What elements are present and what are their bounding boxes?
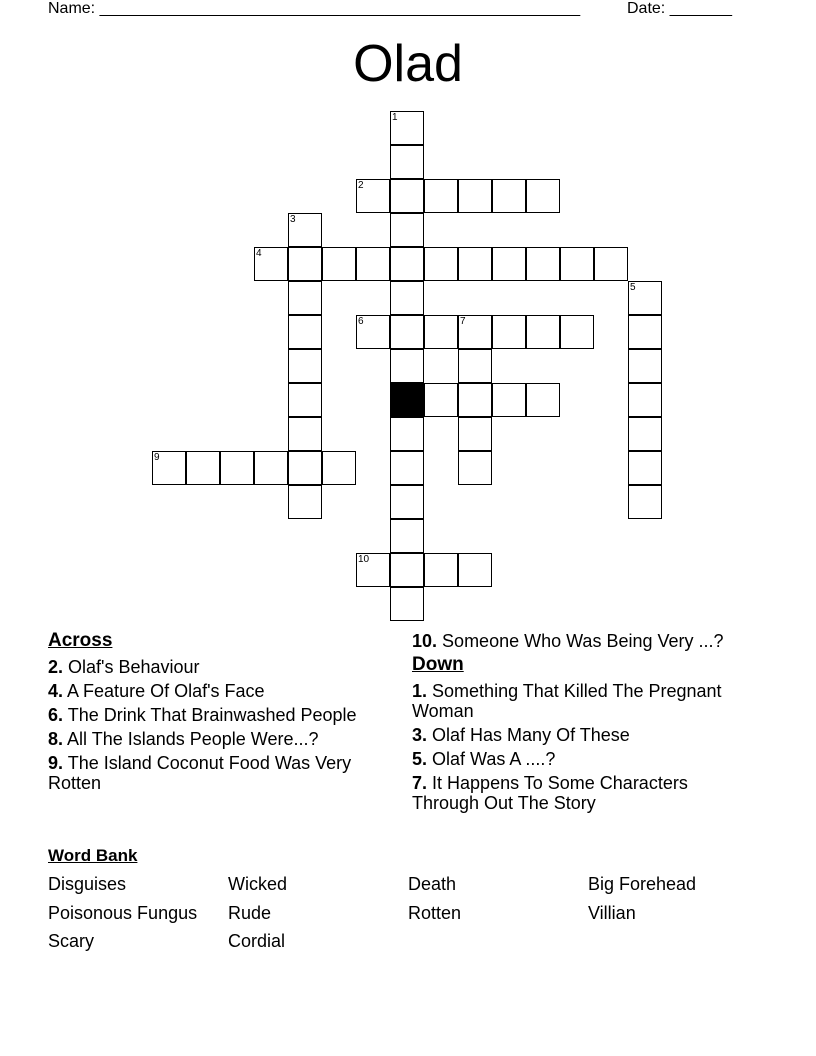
grid-cell[interactable] <box>526 315 560 349</box>
grid-cell[interactable] <box>390 587 424 621</box>
grid-cell[interactable] <box>288 315 322 349</box>
grid-cell[interactable] <box>458 553 492 587</box>
grid-cell[interactable] <box>628 485 662 519</box>
grid-cell[interactable] <box>356 247 390 281</box>
grid-cell[interactable] <box>390 145 424 179</box>
grid-cell[interactable] <box>458 383 492 417</box>
clue-down-3: 3. Olaf Has Many Of These <box>412 725 630 745</box>
clue-down-1: 1. Something That Killed The Pregnant Woman <box>412 681 722 721</box>
word-bank-word: Rotten <box>408 903 462 923</box>
clue-number: 3 <box>290 214 296 225</box>
word-bank-word: Wicked <box>228 874 288 894</box>
down-heading: Down <box>412 654 464 675</box>
grid-cell[interactable] <box>628 349 662 383</box>
grid-cell[interactable] <box>492 383 526 417</box>
grid-cell[interactable] <box>288 485 322 519</box>
grid-cell[interactable] <box>288 383 322 417</box>
grid-cell[interactable] <box>390 315 424 349</box>
clue-across-9: 9. The Island Coconut Food Was Very Rotten <box>48 753 352 793</box>
name-field-label: Name: ______________________________________________________ <box>48 0 581 17</box>
grid-cell[interactable] <box>390 213 424 247</box>
word-bank-word: Villian <box>588 903 636 923</box>
grid-cell[interactable] <box>288 451 322 485</box>
date-field-label: Date: _______ <box>627 0 732 17</box>
grid-cell[interactable] <box>390 451 424 485</box>
word-bank-word: Death <box>408 874 457 894</box>
grid-cell[interactable] <box>390 247 424 281</box>
grid-cell[interactable] <box>526 247 560 281</box>
grid-cell[interactable] <box>390 485 424 519</box>
clue-number: 2 <box>358 180 364 191</box>
clue-number: 7 <box>460 316 466 327</box>
word-bank-word: Big Forehead <box>588 874 697 894</box>
grid-cell[interactable] <box>526 383 560 417</box>
grid-cell[interactable] <box>254 451 288 485</box>
grid-cell[interactable] <box>492 315 526 349</box>
grid-cell[interactable] <box>424 247 458 281</box>
grid-cell[interactable] <box>458 179 492 213</box>
grid-cell[interactable] <box>458 451 492 485</box>
word-bank-word: Disguises <box>48 874 127 894</box>
clue-down-5: 5. Olaf Was A ....? <box>412 749 556 769</box>
grid-cell[interactable] <box>288 349 322 383</box>
grid-cell[interactable] <box>458 417 492 451</box>
clues-left-column <box>48 631 368 797</box>
word-bank-word: Rude <box>228 903 272 923</box>
page-title: Olad <box>353 35 463 93</box>
clue-number: 5 <box>630 282 636 293</box>
grid-cell[interactable] <box>458 247 492 281</box>
grid-cell[interactable] <box>560 315 594 349</box>
grid-cell[interactable] <box>424 315 458 349</box>
grid-cell[interactable] <box>492 179 526 213</box>
across-heading: Across <box>48 630 113 651</box>
word-bank-word: Cordial <box>228 931 286 951</box>
clues-right-column <box>412 631 732 817</box>
clue-down-7: 7. It Happens To Some Characters Through Out The Story <box>412 773 688 813</box>
grid-cell[interactable] <box>526 179 560 213</box>
clue-across-10: 10. Someone Who Was Being Very ...? <box>412 631 724 651</box>
grid-cell[interactable] <box>628 451 662 485</box>
grid-cell[interactable] <box>390 179 424 213</box>
clue-number: 1 <box>392 112 398 123</box>
grid-cell[interactable] <box>594 247 628 281</box>
grid-cell[interactable] <box>322 247 356 281</box>
grid-cell[interactable] <box>458 349 492 383</box>
clue-number: 4 <box>256 248 262 259</box>
grid-cell[interactable] <box>424 383 458 417</box>
clue-number: 6 <box>358 316 364 327</box>
clue-across-2: 2. Olaf's Behaviour <box>48 657 200 677</box>
grid-cell[interactable] <box>186 451 220 485</box>
grid-cell[interactable] <box>628 383 662 417</box>
grid-cell[interactable] <box>288 417 322 451</box>
grid-cell[interactable] <box>390 519 424 553</box>
word-bank-word: Poisonous Fungus <box>48 903 198 923</box>
grid-cell[interactable] <box>424 179 458 213</box>
grid-cell[interactable] <box>390 553 424 587</box>
clue-number: 10 <box>358 554 370 565</box>
grid-cell[interactable] <box>424 553 458 587</box>
word-bank-title: Word Bank <box>48 846 138 865</box>
clue-across-4: 4. A Feature Of Olaf's Face <box>48 681 265 701</box>
clue-number: 9 <box>154 452 160 463</box>
grid-cell[interactable] <box>628 417 662 451</box>
word-bank-word: Scary <box>48 931 95 951</box>
clue-across-6: 6. The Drink That Brainwashed People <box>48 705 357 725</box>
grid-cell[interactable] <box>322 451 356 485</box>
grid-cell[interactable] <box>288 281 322 315</box>
grid-cell[interactable] <box>492 247 526 281</box>
clue-across-8: 8. All The Islands People Were...? <box>48 729 319 749</box>
grid-cell[interactable] <box>288 247 322 281</box>
clue-number: 8 <box>392 384 398 395</box>
grid-cell[interactable] <box>628 315 662 349</box>
grid-cell[interactable] <box>390 349 424 383</box>
grid-cell[interactable] <box>560 247 594 281</box>
grid-cell[interactable] <box>390 417 424 451</box>
grid-cell[interactable] <box>220 451 254 485</box>
grid-cell[interactable] <box>390 281 424 315</box>
